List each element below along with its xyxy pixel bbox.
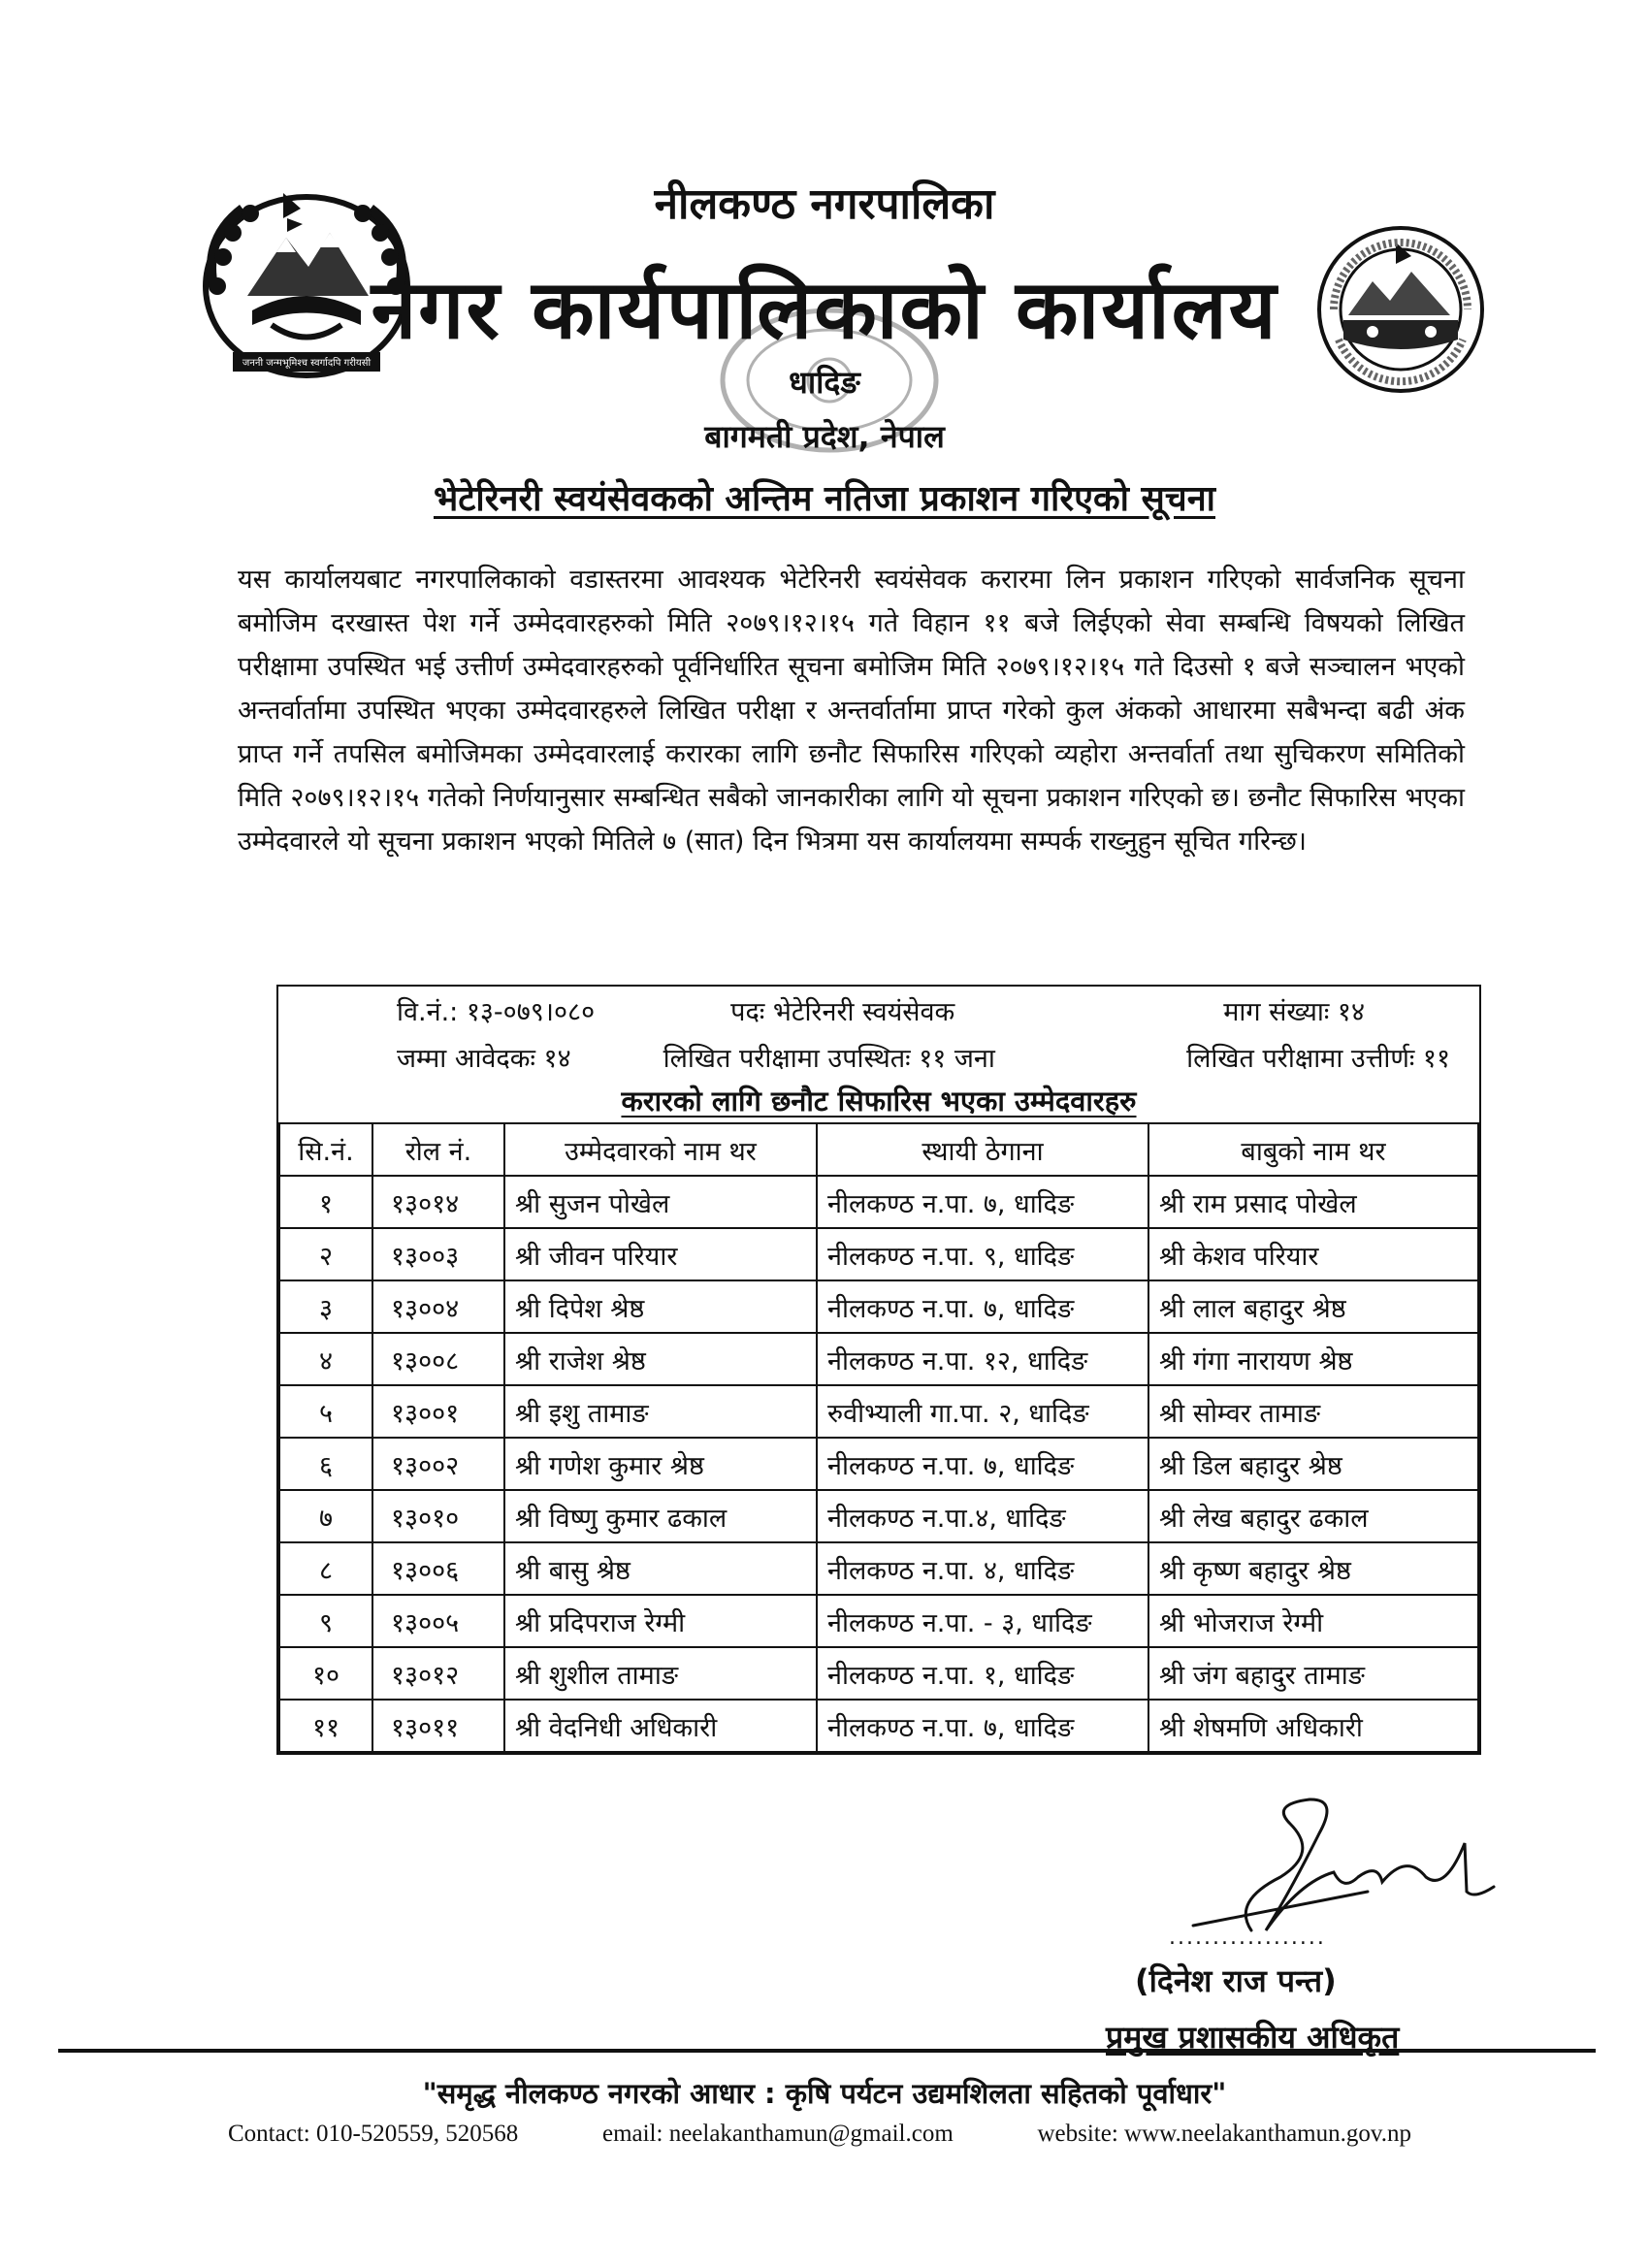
cell-roll: १३०१० [372,1490,504,1542]
header-serial: सि.नं. [279,1123,372,1176]
cell-serial: ६ [279,1438,372,1490]
cell-roll: १३००८ [372,1333,504,1385]
cell-candidate: श्री विष्णु कुमार ढकाल [504,1490,817,1542]
written-present: लिखित परीक्षामा उपस्थितः ११ जना [663,1043,995,1074]
cell-candidate: श्री राजेश श्रेष्ठ [504,1333,817,1385]
cell-roll: १३००५ [372,1595,504,1647]
cell-father: श्री भोजराज रेग्मी [1148,1595,1478,1647]
header-candidate-name: उम्मेदवारको नाम थर [504,1123,817,1176]
table-row [279,1647,1478,1700]
cell-roll: १३००६ [372,1542,504,1595]
header-address: स्थायी ठेगाना [817,1123,1148,1176]
cell-address: नीलकण्ठ न.पा. १, धादिङ [817,1647,1148,1700]
demand-count: माग संख्याः १४ [1223,996,1365,1027]
table-row [279,1280,1478,1333]
cell-candidate: श्री सुजन पोखेल [504,1176,817,1228]
table-row [279,1176,1478,1228]
cell-address: नीलकण्ठ न.पा. ७, धादिङ [817,1438,1148,1490]
cell-address: नीलकण्ठ न.पा. १२, धादिङ [817,1333,1148,1385]
table-subtitle: करारको लागि छनौट सिफारिस भएका उम्मेदवारहरु [621,1085,1137,1118]
header-roll: रोल नं. [372,1123,504,1176]
cell-serial: ९ [279,1595,372,1647]
contact-website[interactable]: website: www.neelakanthamun.gov.np [1037,2121,1411,2147]
footer-motto: "समृद्ध नीलकण्ठ नगरको आधार : कृषि पर्यटन उद्यमशिलता सहितको पूर्वाधार" [422,2077,1227,2110]
signature-dots: .................. [1169,1926,1326,1950]
district-name: धादिङ [789,364,860,401]
cell-father: श्री जंग बहादुर तामाङ [1148,1647,1478,1700]
cell-roll: १३००२ [372,1438,504,1490]
post-name: पदः भेटेरिनरी स्वयंसेवक [730,996,955,1027]
cell-candidate: श्री जीवन परियार [504,1228,817,1280]
cell-serial: २ [279,1228,372,1280]
cell-serial: ७ [279,1490,372,1542]
cell-roll: १३०१४ [372,1176,504,1228]
cell-father: श्री राम प्रसाद पोखेल [1148,1176,1478,1228]
cell-candidate: श्री गणेश कुमार श्रेष्ठ [504,1438,817,1490]
cell-address: नीलकण्ठ न.पा. - ३, धादिङ [817,1595,1148,1647]
contact-phone: Contact: 010-520559, 520568 [228,2121,519,2147]
written-passed: लिखित परीक्षामा उत्तीर्णः ११ [1186,1043,1450,1074]
notice-body: यस कार्यालयबाट नगरपालिकाको वडास्तरमा आवश्यक भेटेरिनरी स्वयंसेवक करारमा लिन प्रकाशन गरिएको सार्वजनिक सूचना बमोजिम दरखास्त पेश गर्ने उम्मेदवारहरुको मिति २०७९।१२।१५ गते विहान ११ बजे लिईएको सेवा सम्बन्धि विषयको लिखित परीक्षामा उपस्थित भई उत्तीर्ण उम्मेदवारहरुको पूर्वनिर्धारित सूचना बमोजिम मिति २०७९।१२।१५ गते दिउसो १ बजे सञ्चालन भएको अन्तर्वार्तामा उपस्थित भएका उम्मेदवारहरुले लिखित परीक्षा र अन्तर्वार्तामा प्राप्त गरेको कुल अंकको आधारमा सबैभन्दा बढी अंक प्राप्त गर्ने तपसिल बमोजिमका उम्मेदवारलाई करारका लागि छनौट सिफारिस गरिएको व्यहोरा अन्तर्वार्ता तथा सुचिकरण समितिको मिति २०७९।१२।१५ गतेको निर्णयानुसार सम्बन्धित सबैको जानकारीका लागि यो सूचना प्रकाशन गरिएको छ। छनौट सिफारिस भएका उम्मेदवारले यो सूचना प्रकाशन भएको मितिले ७ (सात) दिन भित्रमा यस कार्यालयमा सम्पर्क राख्नुहुन सूचित गरिन्छ। [238,565,1465,857]
cell-address: नीलकण्ठ न.पा. ४, धादिङ [817,1542,1148,1595]
cell-address: नीलकण्ठ न.पा. ७, धादिङ [817,1176,1148,1228]
cell-candidate: श्री बासु श्रेष्ठ [504,1542,817,1595]
cell-serial: ११ [279,1700,372,1752]
advert-number: वि.नं.: १३-०७९।०८० [397,996,596,1027]
contact-email[interactable]: email: neelakanthamun@gmail.com [601,2121,954,2147]
table-row [279,1595,1478,1647]
cell-candidate: श्री वेदनिधी अधिकारी [504,1700,817,1752]
info-row-1 [278,987,1479,1033]
cell-serial: ८ [279,1542,372,1595]
table-header-row [279,1123,1478,1176]
table-row [279,1700,1478,1752]
cell-address: नीलकण्ठ न.पा. ७, धादिङ [817,1280,1148,1333]
signatory-name: (दिनेश राज पन्त) [1135,1962,1337,1999]
footer-divider [58,2049,1596,2053]
municipality-name: नीलकण्ठ नगरपालिका [654,179,995,229]
table-row [279,1228,1478,1280]
cell-father: श्री गंगा नारायण श्रेष्ठ [1148,1333,1478,1385]
header-father-name: बाबुको नाम थर [1148,1123,1478,1176]
table-row [279,1333,1478,1385]
contact-line [228,2121,1411,2148]
cell-father: श्री डिल बहादुर श्रेष्ठ [1148,1438,1478,1490]
table-row [279,1438,1478,1490]
cell-address: रुवीभ्याली गा.पा. २, धादिङ [817,1385,1148,1438]
table-row [279,1490,1478,1542]
candidate-table [278,1122,1479,1753]
cell-address: नीलकण्ठ न.पा.४, धादिङ [817,1490,1148,1542]
cell-father: श्री केशव परियार [1148,1228,1478,1280]
cell-father: श्री लाल बहादुर श्रेष्ठ [1148,1280,1478,1333]
cell-serial: १० [279,1647,372,1700]
signatory-title: प्रमुख प्रशासकीय अधिकृत [1106,2019,1400,2056]
cell-serial: ३ [279,1280,372,1333]
cell-roll: १३०११ [372,1700,504,1752]
cell-roll: १३००१ [372,1385,504,1438]
cell-father: श्री लेख बहादुर ढकाल [1148,1490,1478,1542]
cell-candidate: श्री इशु तामाङ [504,1385,817,1438]
total-applicants: जम्मा आवेदकः १४ [397,1043,571,1074]
province-name: बागमती प्रदेश, नेपाल [704,418,945,455]
cell-serial: १ [279,1176,372,1228]
cell-roll: १३००३ [372,1228,504,1280]
cell-candidate: श्री प्रदिपराज रेग्मी [504,1595,817,1647]
candidate-table-box [276,985,1481,1755]
cell-roll: १३०१२ [372,1647,504,1700]
cell-father: श्री सोम्वर तामाङ [1148,1385,1478,1438]
cell-serial: ५ [279,1385,372,1438]
cell-roll: १३००४ [372,1280,504,1333]
cell-address: नीलकण्ठ न.पा. ७, धादिङ [817,1700,1148,1752]
table-row [279,1385,1478,1438]
cell-address: नीलकण्ठ न.पा. ९, धादिङ [817,1228,1148,1280]
office-name: नगर कार्यपालिकाको कार्यालय [371,262,1278,357]
svg-text:जननी जन्मभूमिश्च स्वर्गादपि गर: जननी जन्मभूमिश्च स्वर्गादपि गरीयसी [242,358,372,369]
cell-candidate: श्री शुशील तामाङ [504,1647,817,1700]
cell-serial: ४ [279,1333,372,1385]
cell-father: श्री शेषमणि अधिकारी [1148,1700,1478,1752]
notice-title: भेटेरिनरी स्वयंसेवकको अन्तिम नतिजा प्रकाशन गरिएको सूचना [433,479,1216,519]
cell-father: श्री कृष्ण बहादुर श्रेष्ठ [1148,1542,1478,1595]
info-row-2 [278,1033,1479,1080]
cell-candidate: श्री दिपेश श्रेष्ठ [504,1280,817,1333]
table-row [279,1542,1478,1595]
